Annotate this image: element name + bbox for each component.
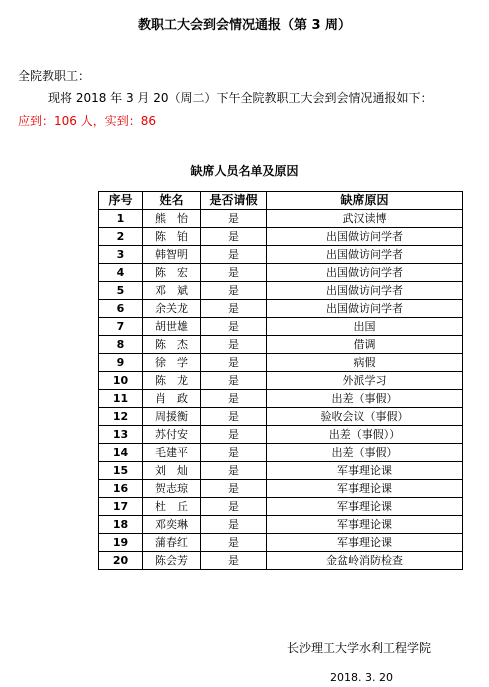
notice-date: 2018. 3. 20 — [330, 671, 393, 684]
table-row — [99, 318, 463, 336]
row-reason: 金盆岭消防检查 — [267, 552, 463, 570]
table-row — [99, 372, 463, 390]
row-index: 17 — [99, 498, 143, 516]
table-row — [99, 426, 463, 444]
table-row — [99, 552, 463, 570]
row-name: 陈 宏 — [143, 264, 201, 282]
row-name: 周援衡 — [143, 408, 201, 426]
table-row — [99, 336, 463, 354]
row-reason: 军事理论课 — [267, 480, 463, 498]
row-name: 杜 丘 — [143, 498, 201, 516]
row-name: 徐 学 — [143, 354, 201, 372]
row-name: 苏付安 — [143, 426, 201, 444]
table-row — [99, 246, 463, 264]
row-reason: 武汉读博 — [267, 210, 463, 228]
row-index: 1 — [99, 210, 143, 228]
row-name: 邓 斌 — [143, 282, 201, 300]
table-row — [99, 300, 463, 318]
row-index: 6 — [99, 300, 143, 318]
table-row — [99, 408, 463, 426]
table-row — [99, 534, 463, 552]
row-name: 陈 龙 — [143, 372, 201, 390]
table-row — [99, 210, 463, 228]
row-name: 刘 灿 — [143, 462, 201, 480]
row-leave: 是 — [201, 246, 267, 264]
row-name: 肖 政 — [143, 390, 201, 408]
table-row — [99, 228, 463, 246]
row-index: 19 — [99, 534, 143, 552]
row-leave: 是 — [201, 264, 267, 282]
table-row — [99, 354, 463, 372]
row-leave: 是 — [201, 354, 267, 372]
table-row — [99, 282, 463, 300]
row-index: 9 — [99, 354, 143, 372]
row-leave: 是 — [201, 462, 267, 480]
row-leave: 是 — [201, 300, 267, 318]
row-leave: 是 — [201, 336, 267, 354]
row-leave: 是 — [201, 534, 267, 552]
row-reason: 验收会议（事假） — [267, 408, 463, 426]
row-reason: 军事理论课 — [267, 516, 463, 534]
row-leave: 是 — [201, 426, 267, 444]
organization-signature: 长沙理工大学水利工程学院 — [287, 641, 432, 655]
row-leave: 是 — [201, 318, 267, 336]
row-reason: 出国做访问学者 — [267, 246, 463, 264]
row-name: 韩智明 — [143, 246, 201, 264]
row-reason: 军事理论课 — [267, 462, 463, 480]
row-name: 毛建平 — [143, 444, 201, 462]
row-reason: 出国做访问学者 — [267, 264, 463, 282]
absence-table — [98, 191, 463, 570]
row-reason: 出差（事假） — [267, 390, 463, 408]
row-reason: 军事理论课 — [267, 534, 463, 552]
header-leave: 是否请假 — [201, 192, 267, 210]
greeting: 全院教职工： — [18, 69, 91, 83]
absence-list-title: 缺席人员名单及原因 — [190, 164, 299, 178]
row-index: 20 — [99, 552, 143, 570]
row-name: 陈 铂 — [143, 228, 201, 246]
row-name: 贺志琼 — [143, 480, 201, 498]
row-index: 2 — [99, 228, 143, 246]
row-leave: 是 — [201, 282, 267, 300]
row-reason: 出国做访问学者 — [267, 300, 463, 318]
header-name: 姓名 — [143, 192, 201, 210]
row-name: 熊 怡 — [143, 210, 201, 228]
row-index: 11 — [99, 390, 143, 408]
row-index: 13 — [99, 426, 143, 444]
row-leave: 是 — [201, 480, 267, 498]
row-name: 陈会芳 — [143, 552, 201, 570]
row-leave: 是 — [201, 372, 267, 390]
row-reason: 借调 — [267, 336, 463, 354]
table-row — [99, 462, 463, 480]
row-index: 16 — [99, 480, 143, 498]
row-leave: 是 — [201, 552, 267, 570]
row-leave: 是 — [201, 408, 267, 426]
table-row — [99, 444, 463, 462]
header-reason: 缺席原因 — [267, 192, 463, 210]
row-name: 陈 杰 — [143, 336, 201, 354]
row-index: 8 — [99, 336, 143, 354]
row-index: 3 — [99, 246, 143, 264]
header-index: 序号 — [99, 192, 143, 210]
row-leave: 是 — [201, 228, 267, 246]
row-name: 邓奕琳 — [143, 516, 201, 534]
row-reason: 军事理论课 — [267, 498, 463, 516]
table-row — [99, 390, 463, 408]
row-index: 4 — [99, 264, 143, 282]
row-reason: 外派学习 — [267, 372, 463, 390]
row-reason: 出国做访问学者 — [267, 228, 463, 246]
intro-text: 现将 2018 年 3 月 20（周二）下午全院教职工大会到会情况通报如下： — [48, 91, 433, 105]
row-name: 余关龙 — [143, 300, 201, 318]
row-index: 18 — [99, 516, 143, 534]
row-reason: 出国 — [267, 318, 463, 336]
row-leave: 是 — [201, 390, 267, 408]
row-reason: 出国做访问学者 — [267, 282, 463, 300]
row-index: 5 — [99, 282, 143, 300]
row-leave: 是 — [201, 498, 267, 516]
table-row — [99, 480, 463, 498]
row-reason: 病假 — [267, 354, 463, 372]
row-leave: 是 — [201, 210, 267, 228]
attendance-stats: 应到：106 人，实到：86 — [18, 114, 156, 128]
row-reason: 出差（事假）） — [267, 426, 463, 444]
row-leave: 是 — [201, 516, 267, 534]
row-leave: 是 — [201, 444, 267, 462]
row-name: 蒲春红 — [143, 534, 201, 552]
row-index: 10 — [99, 372, 143, 390]
row-index: 15 — [99, 462, 143, 480]
notice-title: 教职工大会到会情况通报（第 3 周） — [137, 18, 352, 33]
row-index: 12 — [99, 408, 143, 426]
row-name: 胡世雄 — [143, 318, 201, 336]
row-reason: 出差（事假） — [267, 444, 463, 462]
row-index: 7 — [99, 318, 143, 336]
table-row — [99, 264, 463, 282]
row-index: 14 — [99, 444, 143, 462]
table-row — [99, 498, 463, 516]
table-row — [99, 516, 463, 534]
table-header-row — [99, 192, 463, 210]
